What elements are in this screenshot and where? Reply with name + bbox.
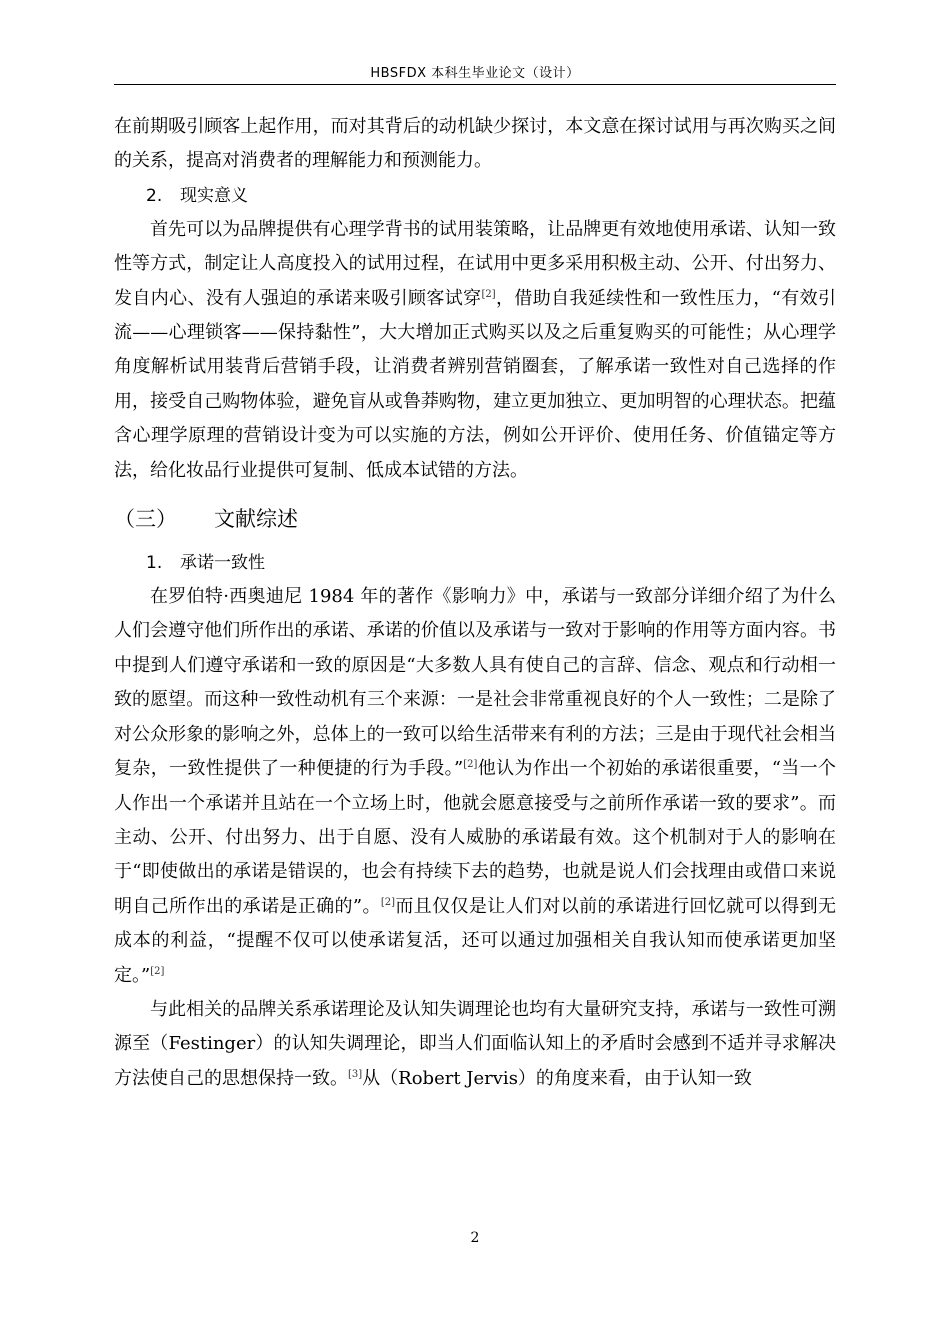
paragraph-text: 与此相关的品牌关系承诺理论及认知失调理论也均有大量研究支持，承诺与一致性可溯源至（Festinger）的认知失调理论，即当人们面临认知上的矛盾时会感到不适并寻求解决方法使自己的思想保持一致。 [114,998,836,1089]
heading-text: 现实意义 [180,185,248,206]
paragraph-text: 从（Robert Jervis）的角度来看，由于认知一致 [362,1067,752,1089]
body-paragraph: 在前期吸引顾客上起作用，而对其背后的动机缺少探讨，本文意在探讨试用与再次购买之间的关系，提高对消费者的理解能力和预测能力。 [114,116,836,172]
heading-text: 承诺一致性 [180,553,265,574]
heading-text: 文献综述 [214,507,298,532]
body-paragraph [114,213,836,488]
heading-number: （三） [114,507,177,532]
running-header: HBSFDX 本科生毕业论文（设计） [370,66,580,81]
citation-marker: [3] [348,1068,363,1080]
paragraph-text: 在罗伯特·西奥迪尼 1984 年的著作《影响力》中，承诺与一致部分详细介绍了为什么人们会遵守他们所作出的承诺、承诺的价值以及承诺与一致对于影响的作用等方面内容。书中提到人们遵守承诺和一致的原因是“大多数人具有使自己的言辞、信念、观点和行动相一致的愿望。而这种一致性动机有三个来源：一是社会非常重视良好的个人一致性；二是除了对公众形象的影响之外，总体上的一致可以给生活带来有利的方法；三是由于现代社会相当复杂，一致性提供了一种便捷的行为手段。” [114,586,836,780]
body-content [114,110,836,1096]
citation-marker: [2] [463,759,478,771]
paragraph-text: 他认为作出一个初始的承诺很重要，“当一个人作出一个承诺并且站在一个立场上时，他就会愿意接受与之前所作承诺一致的要求”。而主动、公开、付出努力、出于自愿、没有人威胁的承诺最有效。这个机制对于人的影响在于“即使做出的承诺是错误的，也会有持续下去的趋势，也就是说人们会找理由或借口来说明自己所作出的承诺是正确的”。 [114,758,837,917]
body-paragraph [114,993,836,1096]
subsection-heading [114,546,836,580]
page-number: 2 [470,1230,480,1246]
citation-marker: [2] [481,288,496,300]
subsection-heading [114,179,836,213]
header-rule [114,84,836,85]
paragraph-text: ，借助自我延续性和一致性压力，“有效引流——心理锁客——保持黏性”，大大增加正式购买以及之后重复购买的可能性；从心理学角度解析试用装背后营销手段，让消费者辨别营销圈套，了解承诺一致性对自己选择的作用，接受自己购物体验，避免盲从或鲁莽购物，建立更加独立、更加明智的心理状态。把蕴含心理学原理的营销设计变为可以实施的方法，例如公开评价、使用任务、价值锚定等方法，给化妆品行业提供可复制、低成本试错的方法。 [114,287,836,481]
heading-number: 1. [146,553,163,574]
citation-marker: [2] [380,896,395,908]
section-heading [114,496,836,542]
citation-marker: [2] [150,965,165,977]
body-paragraph [114,580,836,993]
paragraph-text: 首先可以为品牌提供有心理学背书的试用装策略，让品牌更有效地使用承诺、认知一致性等方式，制定让人高度投入的试用过程，在试用中更多采用积极主动、公开、付出努力、发自内心、没有人强迫的承诺来吸引顾客试穿 [114,218,836,309]
paragraph-text: 而且仅仅是让人们对以前的承诺进行回忆就可以得到无成本的利益，“提醒不仅可以使承诺复活，还可以通过加强相关自我认知而使承诺更加坚定。” [114,895,836,986]
heading-number: 2. [146,185,163,206]
